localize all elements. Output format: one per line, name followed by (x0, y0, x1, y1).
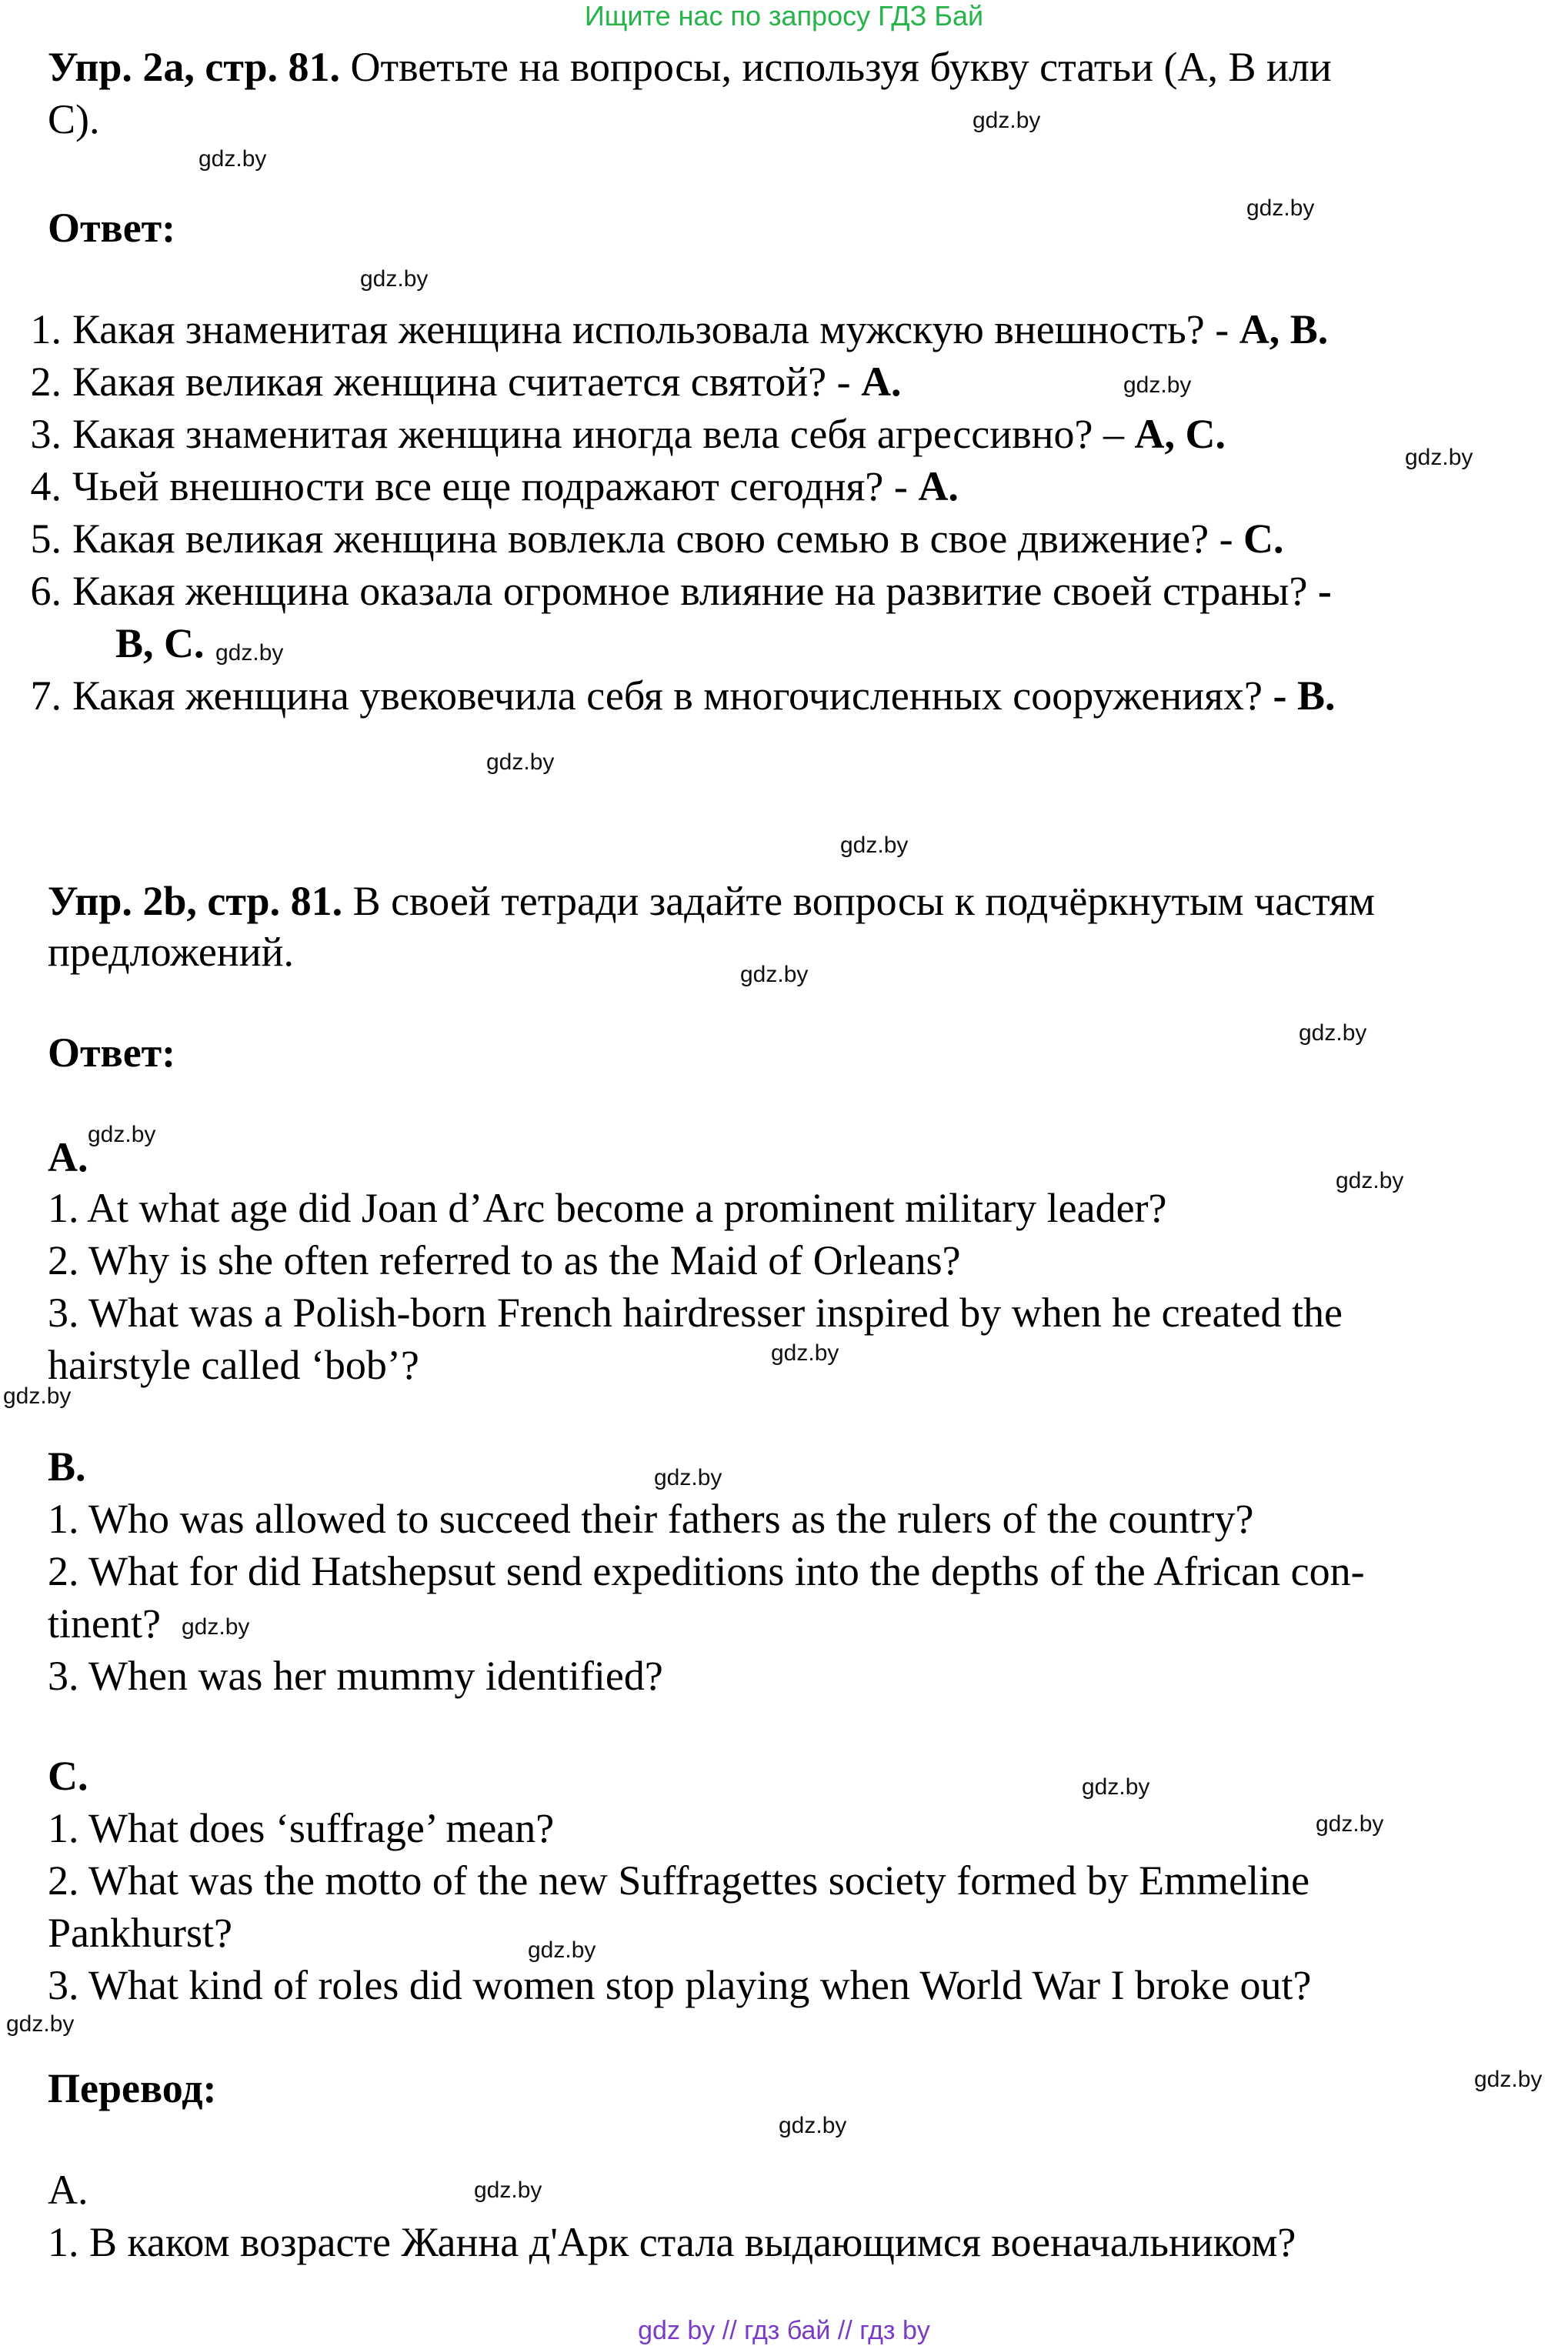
exercise-2a-instruction: Ответьте на вопросы, используя букву статьи (А, В или (340, 44, 1332, 90)
section-b-letter: B. (48, 1443, 86, 1490)
answer-item-4: 4. Чьей внешности все еще подражают сегодня? - А. (30, 463, 959, 509)
watermark: gdz.by (182, 1614, 250, 1640)
answer-item-6: 6. Какая женщина оказала огромное влияние на развитие своей страны? - (30, 568, 1332, 614)
watermark: gdz.by (1405, 445, 1473, 470)
section-b-line-2: 2. What for did Hatshepsut send expeditions into the depths of the African con- (48, 1548, 1365, 1594)
watermark: gdz.by (360, 266, 429, 292)
exercise-2b-instruction: В своей тетради задайте вопросы к подчёркнутым частям (342, 878, 1376, 924)
exercise-2a-title-cont: С). (48, 96, 100, 142)
answer-item-1: 1. Какая знаменитая женщина использовала мужскую внешность? - А, В. (30, 306, 1329, 352)
section-c-line-2: 2. What was the motto of the new Suffragettes society formed by Emmeline (48, 1857, 1310, 1904)
watermark: gdz.by (6, 2011, 75, 2037)
section-c-line-1: 1. What does ‘suffrage’ mean? (48, 1805, 555, 1851)
section-c-letter: C. (48, 1753, 88, 1799)
section-c-line-3: Pankhurst? (48, 1910, 232, 1956)
watermark: gdz.by (1336, 1168, 1404, 1193)
section-a-line-4: hairstyle called ‘bob’? (48, 1342, 419, 1388)
watermark: gdz.by (1246, 195, 1315, 221)
watermark: gdz.by (528, 1937, 596, 1963)
answer-label-2b: Ответ: (48, 1030, 176, 1076)
watermark: gdz.by (1123, 372, 1192, 398)
watermark: gdz.by (1299, 1020, 1367, 1046)
translation-label: Перевод: (48, 2065, 217, 2111)
watermark: gdz.by (1316, 1811, 1384, 1837)
section-a-line-2: 2. Why is she often referred to as the Maid of Orleans? (48, 1237, 961, 1283)
section-a-letter: A. (48, 1134, 88, 1180)
watermark: gdz.by (215, 640, 284, 666)
answer-item-3: 3. Какая знаменитая женщина иногда вела себя агрессивно? – А, С. (30, 411, 1226, 457)
section-a-line-3: 3. What was a Polish-born French hairdresser inspired by when he created the (48, 1290, 1343, 1336)
watermark: gdz.by (1082, 1774, 1150, 1800)
watermark: gdz.by (88, 1122, 156, 1147)
exercise-2b-ref: Упр. 2b, стр. 81. (48, 878, 343, 924)
answer-item-2: 2. Какая великая женщина считается святой? - А. (30, 359, 902, 405)
section-b-line-3: tinent? (48, 1600, 161, 1647)
watermark: gdz.by (474, 2177, 542, 2203)
section-b-line-1: 1. Who was allowed to succeed their fathers as the rulers of the country? (48, 1496, 1254, 1542)
exercise-2b-title (48, 877, 1375, 925)
exercise-2a-title (48, 43, 1332, 91)
answer-item-7: 7. Какая женщина увековечила себя в многочисленных сооружениях? - В. (30, 672, 1336, 719)
watermark: gdz.by (840, 833, 909, 858)
header-search-link[interactable]: Ищите нас по запросу ГДЗ Бай (584, 0, 984, 32)
exercise-2b-title-cont: предложений. (48, 929, 294, 975)
watermark: gdz.by (486, 749, 555, 775)
watermark: gdz.by (199, 146, 267, 172)
watermark: gdz.by (972, 108, 1041, 133)
footer-links[interactable]: gdz by // гдз бай // гдз by (638, 2316, 930, 2345)
watermark: gdz.by (3, 1383, 72, 1409)
exercise-2a-ref: Упр. 2а, стр. 81. (48, 44, 341, 90)
translation-line-1: 1. В каком возрасте Жанна д'Арк стала выдающимся военачальником? (48, 2219, 1296, 2265)
answer-label-2a: Ответ: (48, 205, 176, 251)
translation-letter: А. (48, 2167, 88, 2213)
section-c-line-4: 3. What kind of roles did women stop playing when World War I broke out? (48, 1962, 1312, 2008)
watermark: gdz.by (1474, 2067, 1543, 2092)
watermark: gdz.by (771, 1340, 839, 1366)
answer-item-6-cont: В, С. (115, 620, 205, 666)
watermark: gdz.by (654, 1465, 722, 1490)
watermark: gdz.by (779, 2113, 847, 2138)
section-a-line-1: 1. At what age did Joan d’Arc become a prominent military leader? (48, 1185, 1167, 1231)
watermark: gdz.by (740, 962, 809, 987)
section-b-line-4: 3. When was her mummy identified? (48, 1653, 663, 1699)
answer-item-5: 5. Какая великая женщина вовлекла свою семью в свое движение? - С. (30, 516, 1284, 562)
